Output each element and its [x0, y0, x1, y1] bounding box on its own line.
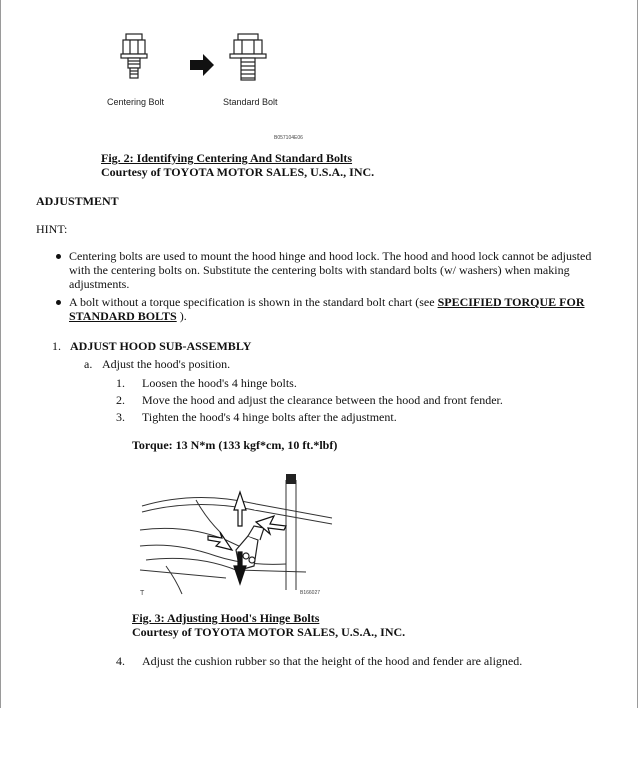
- substep-item: [116, 410, 397, 424]
- substep-text: Move the hood and adjust the clearance between the hood and front fender.: [142, 393, 503, 407]
- substep-letter: a.: [84, 357, 93, 371]
- figure-code: B057104E06: [274, 135, 303, 141]
- figure-3-corner-label: T: [140, 590, 145, 597]
- substep-text: Loosen the hood's 4 hinge bolts.: [142, 376, 297, 390]
- figure-3-credit: Courtesy of TOYOTA MOTOR SALES, U.S.A., INC.: [132, 625, 406, 639]
- substep-number: 4.: [116, 654, 125, 668]
- substep-a: [84, 357, 230, 371]
- hint-label: HINT:: [36, 222, 68, 236]
- figure-3-code: B166027: [300, 590, 321, 596]
- figure-3-caption: [132, 611, 405, 639]
- substep-number: 2.: [116, 393, 125, 407]
- bolts-diagram: [100, 24, 340, 148]
- substep-a-text: Adjust the hood's position.: [102, 357, 231, 371]
- bullet-icon: [56, 300, 61, 305]
- list-item: [52, 295, 612, 323]
- centering-bolt-label: Centering Bolt: [107, 97, 165, 107]
- bullet-text: A bolt without a torque specification is shown in the standard bolt chart (see: [69, 295, 438, 309]
- standard-bolt-label: Standard Bolt: [223, 97, 278, 107]
- page-border-left: [0, 0, 1, 708]
- figure-3-hinge-illustration: [136, 470, 336, 600]
- standard-bolt-drawing: [230, 34, 266, 80]
- hint-bullet-list: [52, 249, 612, 327]
- figure-2-caption: [101, 151, 374, 179]
- hood-hinge-diagram: [136, 470, 336, 600]
- list-item: [52, 249, 612, 291]
- substep-item: [116, 393, 503, 407]
- right-arrow-icon: [190, 54, 214, 76]
- procedure-step-1: [52, 339, 251, 353]
- figure-2-credit: Courtesy of TOYOTA MOTOR SALES, U.S.A., INC.: [101, 165, 375, 179]
- substep-text: Adjust the cushion rubber so that the height of the hood and fender are aligned.: [142, 654, 523, 668]
- specified-torque-link[interactable]: SPECIFIED TORQUE FOR STANDARD BOLTS: [69, 295, 585, 323]
- figure-2-title: Fig. 2: Identifying Centering And Standard Bolts: [101, 151, 353, 165]
- figure-3-title: Fig. 3: Adjusting Hood's Hinge Bolts: [132, 611, 320, 625]
- centering-bolt-drawing: [121, 34, 147, 78]
- figure-2-bolts-illustration: [100, 24, 340, 148]
- substep-item: [116, 376, 297, 390]
- substep-number: 3.: [116, 410, 125, 424]
- substep-item-4: [116, 654, 522, 668]
- step-title: ADJUST HOOD SUB-ASSEMBLY: [70, 339, 252, 353]
- bullet-text-end: ).: [176, 309, 187, 323]
- step-number: 1.: [52, 339, 61, 353]
- bullet-text: Centering bolts are used to mount the hood hinge and hood lock. The hood and hood lock cannot be adjusted with the centering bolts on. Substitute the centering bolts with standard bolts (w/ washers) when making adjustments.: [69, 249, 592, 291]
- substep-number: 1.: [116, 376, 125, 390]
- torque-spec: Torque: 13 N*m (133 kgf*cm, 10 ft.*lbf): [132, 438, 338, 452]
- substep-text: Tighten the hood's 4 hinge bolts after the adjustment.: [142, 410, 397, 424]
- section-heading: ADJUSTMENT: [36, 194, 119, 208]
- bullet-icon: [56, 254, 61, 259]
